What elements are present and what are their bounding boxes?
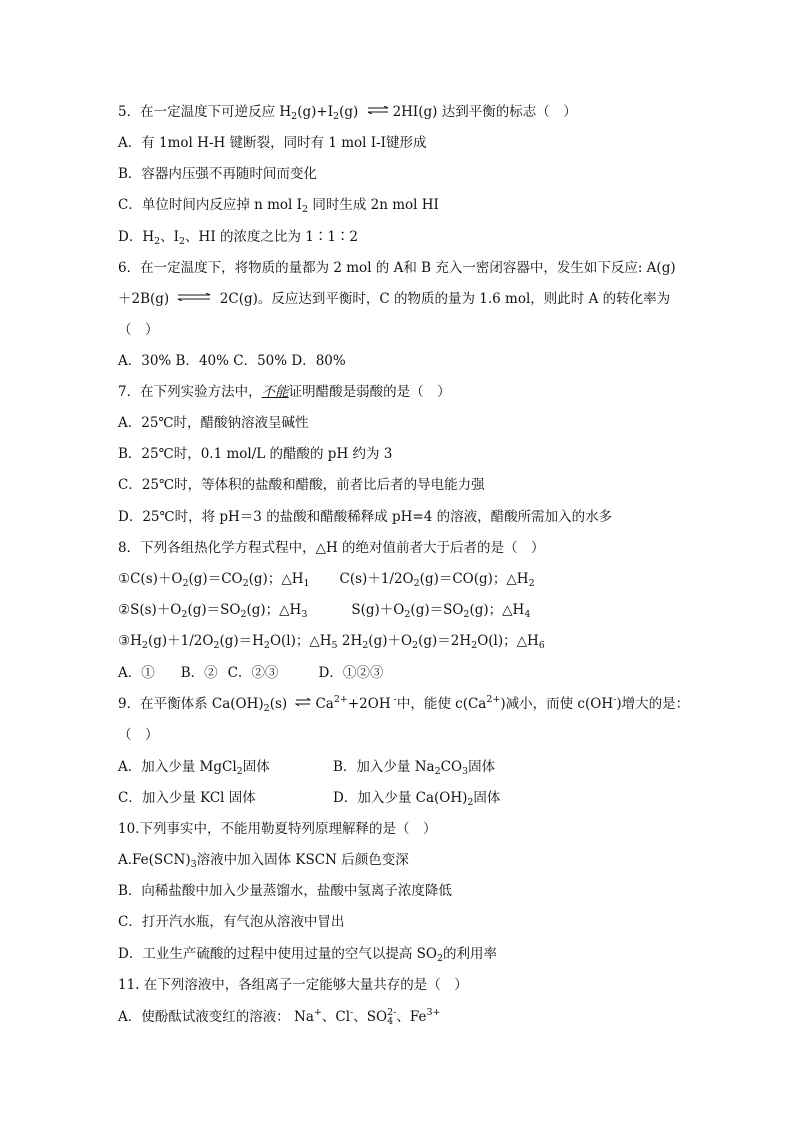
superscript: 2-	[387, 1007, 397, 1018]
q5-option-a: A．有 1mol H-H 键断裂，同时有 1 mol I-I键形成	[118, 135, 427, 151]
subscript: 2	[404, 609, 411, 620]
text: (s)	[269, 696, 288, 712]
text: O(l)；△H	[477, 633, 539, 649]
option-b	[333, 759, 495, 775]
superscript: 3+	[426, 1007, 441, 1018]
superscript: +	[313, 1007, 322, 1018]
q9-stem-line2: （ ）	[118, 727, 159, 743]
text: 固体	[468, 759, 496, 775]
text: 固体	[242, 759, 270, 775]
text: (g)＝SO	[410, 602, 464, 618]
equilibrium-arrow-icon	[177, 293, 211, 301]
text: C．单位时间内反应掉 n mol I	[118, 197, 302, 213]
q11-option-a	[118, 1008, 441, 1026]
text: A．加入少量 MgCl	[118, 759, 237, 775]
text: (g)＝SO	[187, 602, 241, 618]
subscript: 2	[263, 703, 270, 714]
subscript: 2	[182, 578, 189, 589]
superscript: 2+	[486, 694, 501, 705]
text: 证明醋酸是弱酸的是（ ）	[288, 384, 451, 400]
text: +2OH	[347, 696, 391, 712]
text: (g)＝H	[219, 633, 264, 649]
q10-option-c: C．打开汽水瓶，有气泡从溶液中冒出	[118, 914, 345, 930]
text: )减小，而使 c(OH	[500, 696, 614, 712]
q8-stem: 8．下列各组热化学方程式程中，△H 的绝对值前者大于后者的是（ ）	[118, 540, 545, 556]
option-a: A．①	[118, 665, 155, 681]
equilibrium-arrow-icon	[295, 698, 311, 706]
text: CO	[440, 759, 463, 775]
subscript: 4	[524, 609, 531, 620]
text: 的利用率	[442, 946, 497, 962]
subscript: 2	[141, 640, 148, 651]
text: 中，能使 c(Ca	[396, 696, 487, 712]
text: 、SO	[353, 1009, 388, 1025]
text: (g)＝CO	[188, 571, 243, 587]
subscript: 2	[413, 578, 420, 589]
subscript: 3	[462, 766, 469, 777]
subscript: 2	[471, 640, 478, 651]
q9-options-ab	[118, 758, 495, 776]
option-b: B．②	[180, 665, 218, 681]
q9-options-cd	[118, 789, 500, 807]
text: 固体	[473, 790, 501, 806]
subscript: 2	[240, 609, 247, 620]
subscript: 2	[154, 236, 161, 247]
q6-stem-line1: 6．在一定温度下，将物质的量都为 2 mol 的 A和 B 充入一密闭容器中，发生如下反应: A(g)	[118, 260, 676, 276]
text: D．H	[118, 229, 155, 245]
text: ①C(s)＋O	[118, 571, 183, 587]
q5-option-d	[118, 228, 358, 246]
text: D．加入少量 Ca(OH)	[333, 790, 468, 806]
option-d	[333, 790, 500, 806]
text: (g)＋1/2O	[147, 633, 214, 649]
q9-stem	[118, 695, 689, 713]
text: A．使酚酞试液变红的溶液： Na	[118, 1009, 314, 1025]
text: 溶液中加入固体 KSCN 后颜色变深	[196, 852, 409, 868]
subscript: 1	[303, 578, 310, 589]
text: B．加入少量 Na	[333, 759, 435, 775]
emphasis-text: 不能	[261, 384, 289, 400]
superscript: -	[613, 694, 617, 705]
option-c: C．加入少量 KCl 固体	[118, 790, 256, 806]
superscript: -	[390, 694, 397, 705]
q7-option-d: D．25℃时，将 pH＝3 的盐酸和醋酸稀释成 pH=4 的溶液，醋酸所需加入的水多	[118, 509, 613, 525]
q5-option-b: B．容器内压强不再随时间而变化	[118, 166, 317, 182]
option-c: C．②③	[227, 665, 279, 681]
text: D．工业生产硫酸的过程中使用过量的空气以提高 SO	[118, 946, 437, 962]
subscript: 2	[412, 640, 419, 651]
subscript: 2	[236, 766, 243, 777]
q8-options	[118, 664, 383, 682]
q10-option-a	[118, 851, 409, 869]
q8-reaction-2	[118, 601, 530, 619]
text: 、I	[160, 229, 179, 245]
superscript: 2+	[333, 694, 348, 705]
text: (g)；△H	[248, 571, 304, 587]
text: 、Cl	[321, 1009, 351, 1025]
subscript: 2	[179, 236, 186, 247]
subscript: 2	[242, 578, 249, 589]
q5-option-c	[118, 196, 439, 214]
subscript: 4	[387, 1016, 394, 1027]
q7-stem	[118, 383, 451, 401]
text: (g)；△H	[469, 602, 525, 618]
text: (g)；△H	[246, 602, 302, 618]
subscript: 2	[467, 797, 474, 808]
subscript: 3	[190, 859, 197, 870]
q7-option-b: B．25℃时，0.1 mol/L 的醋酸的 pH 约为 3	[118, 446, 393, 462]
text: (g)＝2H	[418, 633, 472, 649]
text: ③H	[118, 633, 142, 649]
text: 2H	[337, 633, 363, 649]
subscript: 6	[538, 640, 545, 651]
q7-option-c: C．25℃时，等体积的盐酸和醋酸，前者比后者的导电能力强	[118, 477, 485, 493]
subscript: 2	[181, 609, 188, 620]
subscript: 2	[434, 766, 441, 777]
text: 同时生成 2n mol HI	[308, 197, 439, 213]
subscript: 2	[463, 609, 470, 620]
text: A.Fe(SCN)	[118, 852, 191, 868]
q5-stem	[118, 103, 577, 121]
subscript: 2	[436, 953, 443, 964]
text: 9．在平衡体系 Ca(OH)	[118, 696, 264, 712]
q5-stem-text: 2HI(g) 达到平衡的标志（ ）	[392, 104, 577, 120]
text: Ca	[315, 696, 334, 712]
q6-options: A．30% B．40% C．50% D．80%	[118, 353, 346, 369]
q6-stem-line2	[118, 290, 670, 308]
subscript: 2	[301, 204, 309, 215]
subscript: 2	[333, 111, 340, 122]
text: C(s)＋1/2O	[339, 571, 414, 587]
text: 、HI 的浓度之比为 1∶1∶2	[185, 229, 359, 245]
q5-stem-text: (g)	[339, 104, 359, 120]
q5-stem-text: 5．在一定温度下可逆反应 H	[118, 104, 292, 120]
text: S(g)＋O	[351, 602, 405, 618]
subscript: 3	[301, 609, 308, 620]
text: O(l)；△H	[269, 633, 332, 649]
equilibrium-arrow-icon	[367, 106, 389, 114]
option-a	[118, 758, 333, 776]
q11-stem: 11. 在下列溶液中，各组离子一定能够大量共存的是（ ）	[118, 977, 468, 993]
text: )增大的是：	[616, 696, 690, 712]
subscript: 2	[362, 640, 369, 651]
text: (g)＝CO(g)；△H	[419, 571, 529, 587]
text: 7．在下列实验方法中，	[118, 384, 262, 400]
superscript: -	[350, 1007, 354, 1018]
q10-option-d	[118, 945, 497, 963]
q6-stem-line3: （ ）	[118, 322, 159, 338]
q7-option-a: A．25℃时，醋酸钠溶液呈碱性	[118, 415, 309, 431]
subscript: 5	[331, 640, 338, 651]
q10-stem: 10.下列事实中，不能用勒夏特列原理解释的是（ ）	[118, 821, 437, 837]
text: 、Fe	[396, 1009, 427, 1025]
q8-reaction-1	[118, 570, 535, 588]
subscript: 2	[213, 640, 220, 651]
text: ＋2B(g)	[118, 291, 170, 307]
text: 2C(g)。反应达到平衡时，C 的物质的量为 1.6 mol，则此时 A 的转化率为	[219, 291, 671, 307]
q8-reaction-3	[118, 632, 545, 650]
q10-option-b: B．向稀盐酸中加入少量蒸馏水，盐酸中氢离子浓度降低	[118, 883, 452, 899]
option-d: D．①②③	[318, 665, 384, 681]
q5-stem-text: (g)+I	[297, 104, 334, 120]
subscript: 2	[263, 640, 270, 651]
subscript: 2	[528, 578, 535, 589]
text: (g)＋O	[368, 633, 413, 649]
subscript: 2	[291, 111, 298, 122]
text: ②S(s)＋O	[118, 602, 182, 618]
